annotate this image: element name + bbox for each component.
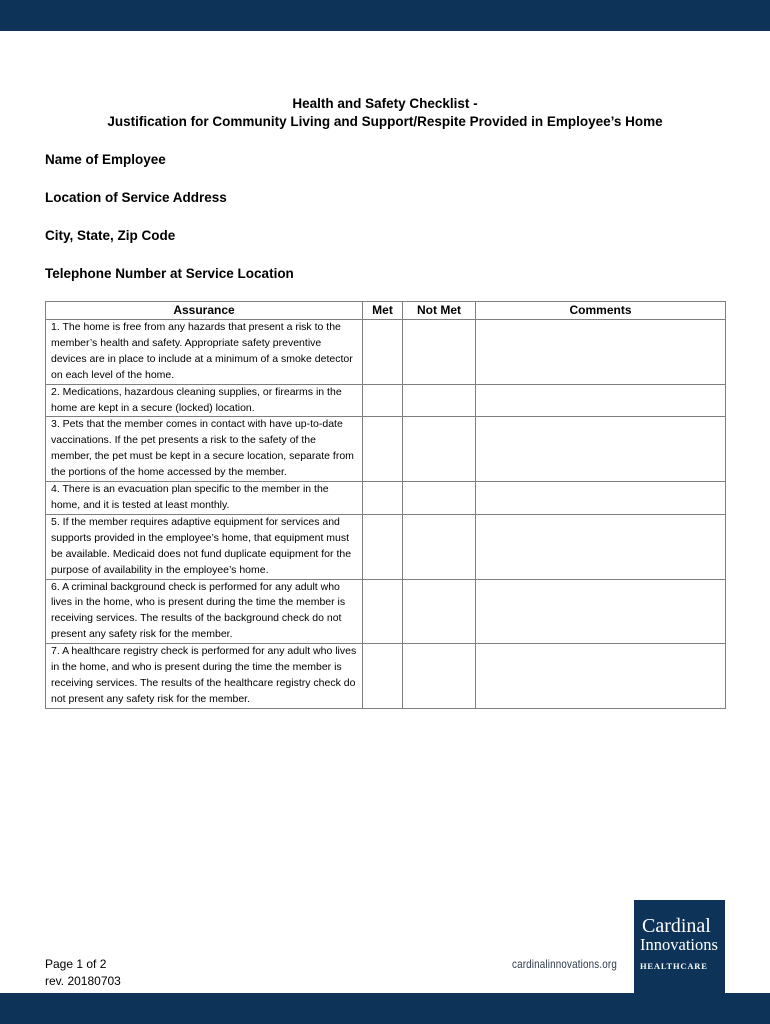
- met-cell[interactable]: [363, 482, 403, 515]
- assurance-item-4: 4. There is an evacuation plan specific to the member in the home, and it is tested at least monthly.: [46, 482, 363, 515]
- title-line-1: Health and Safety Checklist -: [292, 96, 478, 111]
- table-row: [46, 579, 726, 644]
- bottom-banner: [0, 993, 770, 1024]
- comments-cell[interactable]: [476, 384, 726, 417]
- assurance-column-header: Assurance: [46, 302, 363, 320]
- comments-cell[interactable]: [476, 417, 726, 482]
- assurance-item-1: 1. The home is free from any hazards that present a risk to the member’s health and safety. Appropriate safety preventive devices are in place to include at a minimum of a smoke detector on each level of the home.: [46, 320, 363, 385]
- title-line-2: Justification for Community Living and Support/Respite Provided in Employee’s Home: [107, 114, 663, 129]
- comments-cell[interactable]: [476, 514, 726, 579]
- comments-cell[interactable]: [476, 579, 726, 644]
- table-row: [46, 482, 726, 515]
- met-cell[interactable]: [363, 417, 403, 482]
- cardinal-innovations-logo: [634, 900, 725, 993]
- table-row: [46, 514, 726, 579]
- met-cell[interactable]: [363, 579, 403, 644]
- table-row: [46, 644, 726, 709]
- comments-cell[interactable]: [476, 644, 726, 709]
- not-met-cell[interactable]: [403, 320, 476, 385]
- city-state-zip-label: City, State, Zip Code: [45, 228, 176, 243]
- comments-cell[interactable]: [476, 482, 726, 515]
- met-cell[interactable]: [363, 384, 403, 417]
- top-banner: [0, 0, 770, 31]
- met-cell[interactable]: [363, 514, 403, 579]
- not-met-cell[interactable]: [403, 514, 476, 579]
- comments-cell[interactable]: [476, 320, 726, 385]
- assurance-checklist-table: [45, 301, 726, 709]
- employee-name-label: Name of Employee: [45, 152, 166, 167]
- page-number: Page 1 of 2: [45, 957, 107, 971]
- assurance-item-6: 6. A criminal background check is performed for any adult who lives in the home, who is present during the time the member is receiving services. The results of the background check do not present any safety risk for the member.: [46, 579, 363, 644]
- not-met-cell[interactable]: [403, 384, 476, 417]
- table-row: [46, 320, 726, 385]
- not-met-cell[interactable]: [403, 482, 476, 515]
- telephone-label: Telephone Number at Service Location: [45, 266, 294, 281]
- logo-text-innovations: Innovations: [640, 935, 718, 954]
- not-met-cell[interactable]: [403, 644, 476, 709]
- logo-text-cardinal: Cardinal: [642, 915, 711, 937]
- not-met-cell[interactable]: [403, 579, 476, 644]
- table-header-row: [46, 302, 726, 320]
- assurance-item-3: 3. Pets that the member comes in contact with have up-to-date vaccinations. If the pet presents a risk to the safety of the member, the pet must be kept in a secure location, separate from the portions of the home accessed by the member.: [46, 417, 363, 482]
- not-met-cell[interactable]: [403, 417, 476, 482]
- logo-text-healthcare: HEALTHCARE: [640, 961, 708, 971]
- not-met-column-header: Not Met: [403, 302, 476, 320]
- met-column-header: Met: [363, 302, 403, 320]
- assurance-item-5: 5. If the member requires adaptive equipment for services and supports provided in the employee’s home, that equipment must be available. Medicaid does not fund duplicate equipment for the purpose of availability in the employee’s home.: [46, 514, 363, 579]
- table-row: [46, 384, 726, 417]
- document-title: [0, 95, 770, 131]
- met-cell[interactable]: [363, 320, 403, 385]
- revision-label: rev. 20180703: [45, 974, 121, 988]
- website-url: cardinalinnovations.org: [512, 957, 617, 971]
- assurance-item-2: 2. Medications, hazardous cleaning supplies, or firearms in the home are kept in a secure (locked) location.: [46, 384, 363, 417]
- comments-column-header: Comments: [476, 302, 726, 320]
- service-address-label: Location of Service Address: [45, 190, 227, 205]
- table-row: [46, 417, 726, 482]
- met-cell[interactable]: [363, 644, 403, 709]
- assurance-item-7: 7. A healthcare registry check is performed for any adult who lives in the home, and who is present during the time the member is receiving services. The results of the healthcare registry check do not present any safety risk for the member.: [46, 644, 363, 709]
